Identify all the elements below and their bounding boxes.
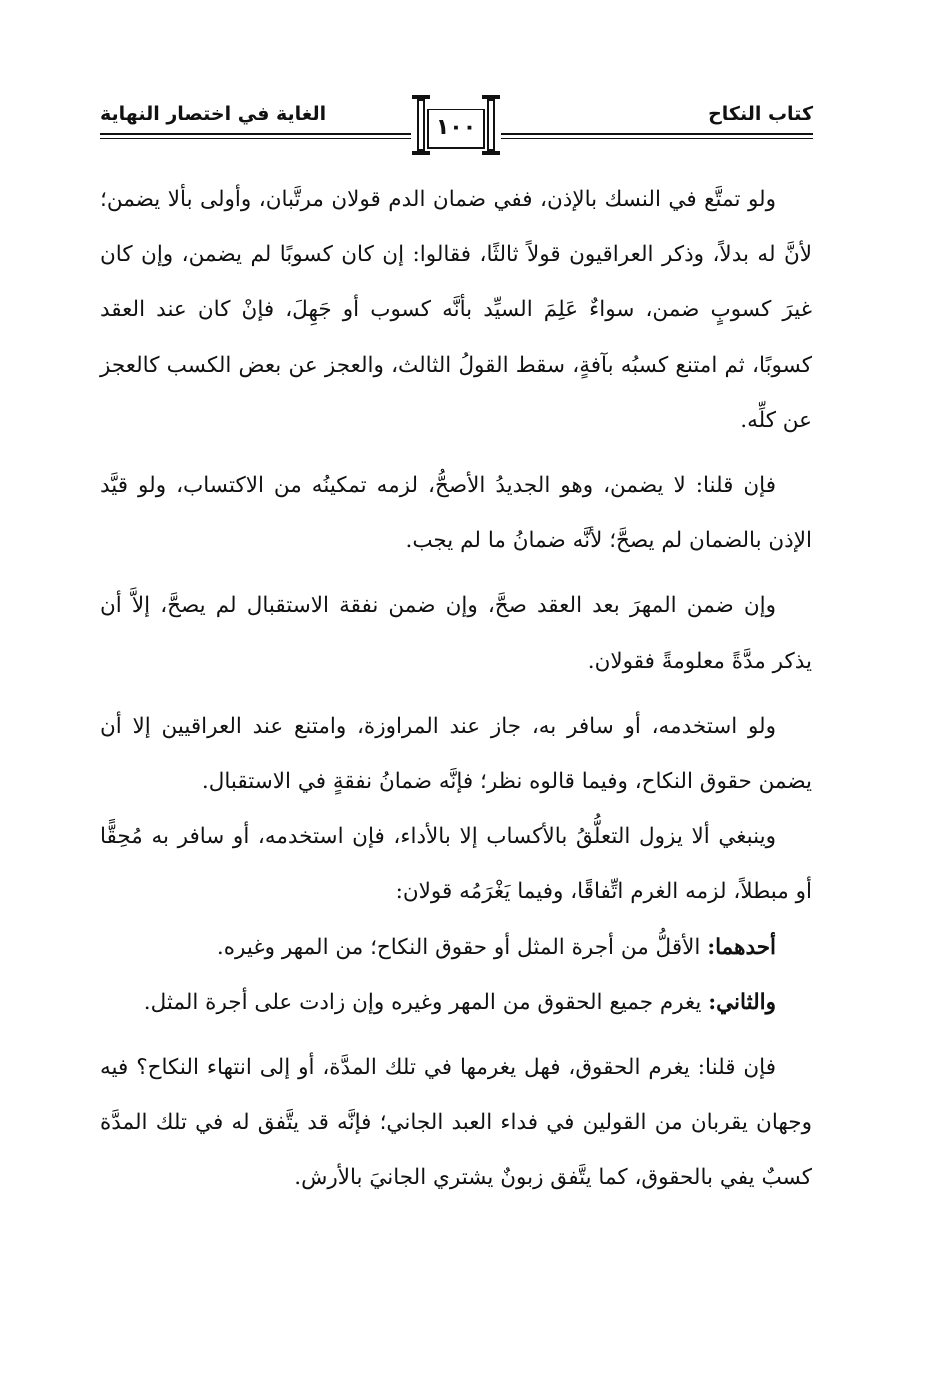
paragraph-text: فإن قلنا: يغرم الحقوق، فهل يغرمها في تلك المدَّة، أو إلى انتهاء النكاح؟ فيه وجهان يقربان من القولين في فداء العبد الجاني؛ فإنَّه قد يتَّفق له في تلك المدَّة كسبٌ يفي بالحقوق، كما يتَّفق زبونٌ يشتري الجانيَ بالأرش. [100, 1055, 812, 1191]
frame-post-right [487, 99, 495, 151]
page-number: ١٠٠ [427, 109, 485, 149]
paragraph-text: يغرم جميع الحقوق من المهر وغيره وإن زادت على أجرة المثل. [143, 989, 709, 1015]
paragraph [100, 1040, 812, 1206]
page-number-frame [411, 95, 501, 157]
paragraph-text: وينبغي ألا يزول التعلُّقُ بالأكساب إلا بالأداء، فإن استخدمه، أو سافر به مُحِقًّا أو مبطلاً، لزمه الغرم اتِّفاقًا، وفيما يَغْرَمُه قولان: [100, 824, 812, 905]
paragraph [100, 172, 812, 448]
paragraph [100, 578, 812, 688]
frame-post-left [417, 99, 425, 151]
book-title: الغاية في اختصار النهاية [100, 103, 327, 125]
body-text [100, 172, 812, 1206]
paragraph-text: ولو استخدمه، أو سافر به، جاز عند المراوزة، وامتنع عند العراقيين إلا أن يضمن حقوق النكاح، وفيما قالوه نظر؛ فإنَّه ضمانُ نفقةٍ في الاستقبال. [100, 713, 812, 795]
frame-cap [412, 95, 430, 99]
running-header [100, 95, 813, 155]
frame-cap [482, 151, 500, 155]
paragraph-lead: والثاني: [708, 989, 776, 1015]
paragraph [100, 699, 812, 809]
paragraph-text: الأقلُّ من أجرة المثل أو حقوق النكاح؛ من المهر وغيره. [216, 934, 708, 960]
frame-cap [412, 151, 430, 155]
chapter-title: كتاب النكاح [708, 103, 813, 125]
paragraph [100, 975, 812, 1030]
paragraph [100, 920, 812, 975]
paragraph-text: ولو تمتَّع في النسك بالإذن، ففي ضمان الدم قولان مرتَّبان، وأولى بألا يضمن؛ لأنَّ له بدلاً، وذكر العراقيون قولاً ثالثًا، فقالوا: إن كان كسوبًا لم يضمن، وإن كان غيرَ كسوبٍ ضمن، سواءٌ عَلِمَ السيِّد بأنَّه كسوب أو جَهِلَ، فإنْ كان عند العقد كسوبًا، ثم امتنع كسبُه بآفةٍ، سقط القولُ الثالث، والعجز عن بعض الكسب كالعجز عن كلِّه. [100, 187, 812, 433]
paragraph-text: فإن قلنا: لا يضمن، وهو الجديدُ الأصحُّ، لزمه تمكينُه من الاكتساب، ولو قيَّد الإذن بالضمان لم يصحَّ؛ لأنَّه ضمانُ ما لم يجب. [100, 473, 812, 554]
paragraph-lead: أحدهما: [707, 934, 776, 960]
paragraph-text: وإن ضمن المهرَ بعد العقد صحَّ، وإن ضمن نفقة الاستقبال لم يصحَّ، إلاَّ أن يذكر مدَّةً معلومةً فقولان. [100, 593, 812, 674]
frame-cap [482, 95, 500, 99]
paragraph [100, 809, 812, 919]
paragraph [100, 458, 812, 568]
